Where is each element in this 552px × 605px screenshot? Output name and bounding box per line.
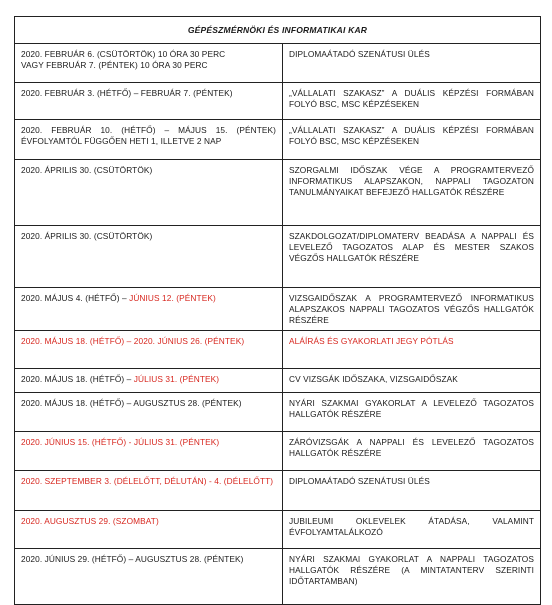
table-row	[15, 83, 541, 120]
date-cell: 2020. AUGUSZTUS 29. (SZOMBAT)	[15, 511, 283, 549]
event-cell: VIZSGAIDŐSZAK A PROGRAMTERVEZŐ INFORMATIKUS ALAPSZAKOS NAPPALI TAGOZATOS VÉGZŐS HALLGATÓK RÉSZÉRE	[283, 288, 541, 331]
faculty-title: GÉPÉSZMÉRNÖKI ÉS INFORMATIKAI KAR	[15, 17, 541, 44]
event-cell: DIPLOMAÁTADÓ SZENÁTUSI ÜLÉS	[283, 44, 541, 83]
date-highlight-text: JÚNIUS 12. (PÉNTEK)	[129, 293, 216, 303]
table-row	[15, 160, 541, 226]
table-row	[15, 549, 541, 605]
event-cell: ALÁÍRÁS ÉS GYAKORLATI JEGY PÓTLÁS	[283, 331, 541, 369]
date-cell	[15, 44, 283, 83]
date-cell: 2020. JÚNIUS 15. (HÉTFŐ) - JÚLIUS 31. (PÉNTEK)	[15, 432, 283, 471]
date-cell: 2020. ÁPRILIS 30. (CSÜTÖRTÖK)	[15, 226, 283, 288]
table-row	[15, 226, 541, 288]
date-text: 2020. MÁJUS 18. (HÉTFŐ) –	[21, 374, 134, 384]
table-row	[15, 288, 541, 331]
event-cell: NYÁRI SZAKMAI GYAKORLAT A LEVELEZŐ TAGOZATOS HALLGATÓK RÉSZÉRE	[283, 393, 541, 432]
table-row	[15, 432, 541, 471]
date-cell: 2020. ÁPRILIS 30. (CSÜTÖRTÖK)	[15, 160, 283, 226]
faculty-schedule-table	[14, 16, 541, 605]
date-cell: 2020. FEBRUÁR 3. (HÉTFŐ) – FEBRUÁR 7. (PÉNTEK)	[15, 83, 283, 120]
event-cell: DIPLOMAÁTADÓ SZENÁTUSI ÜLÉS	[283, 471, 541, 511]
date-cell: 2020. MÁJUS 18. (HÉTFŐ) – 2020. JÚNIUS 26. (PÉNTEK)	[15, 331, 283, 369]
date-highlight-text: JÚLIUS 31. (PÉNTEK)	[133, 374, 220, 384]
event-cell: „VÁLLALATI SZAKASZ” A DUÁLIS KÉPZÉSI FORMÁBAN FOLYÓ BSC, MSC KÉPZÉSEKEN	[283, 120, 541, 160]
table-row	[15, 471, 541, 511]
date-cell: 2020. JÚNIUS 29. (HÉTFŐ) – AUGUSZTUS 28. (PÉNTEK)	[15, 549, 283, 605]
event-cell: SZORGALMI IDŐSZAK VÉGE A PROGRAMTERVEZŐ INFORMATIKUS ALAPSZAKON, NAPPALI TAGOZATON TANULMÁNYAIKAT BEFEJEZŐ HALLGATÓK RÉSZÉRE	[283, 160, 541, 226]
event-cell: CV VIZSGÁK IDŐSZAKA, VIZSGAIDŐSZAK	[283, 369, 541, 393]
event-cell: SZAKDOLGOZAT/DIPLOMATERV BEADÁSA A NAPPALI ÉS LEVELEZŐ TAGOZATOS ALAP ÉS MESTER SZAKOS VÉGZŐS HALLGATÓK RÉSZÉRE	[283, 226, 541, 288]
date-cell: 2020. FEBRUÁR 10. (HÉTFŐ) – MÁJUS 15. (PÉNTEK) ÉVFOLYAMTÓL FÜGGŐEN HETI 1, ILLETVE 2 NAP	[15, 120, 283, 160]
event-cell: „VÁLLALATI SZAKASZ” A DUÁLIS KÉPZÉSI FORMÁBAN FOLYÓ BSC, MSC KÉPZÉSEKEN	[283, 83, 541, 120]
table-row	[15, 393, 541, 432]
table-row	[15, 120, 541, 160]
table-row	[15, 44, 541, 83]
date-text: 2020. MÁJUS 4. (HÉTFŐ) –	[21, 293, 130, 303]
date-cell: 2020. SZEPTEMBER 3. (DÉLELŐTT, DÉLUTÁN) - 4. (DÉLELŐTT)	[15, 471, 283, 511]
table-row	[15, 369, 541, 393]
table-row	[15, 331, 541, 369]
table-header-row	[15, 17, 541, 44]
event-cell: NYÁRI SZAKMAI GYAKORLAT A NAPPALI TAGOZATOS HALLGATÓK RÉSZÉRE (A MINTATANTERV SZERINTI IDŐTARTAMBAN)	[283, 549, 541, 605]
date-text: VAGY FEBRUÁR 7. (PÉNTEK) 10 ÓRA 30 PERC	[21, 60, 208, 70]
date-cell: 2020. MÁJUS 18. (HÉTFŐ) – AUGUSZTUS 28. (PÉNTEK)	[15, 393, 283, 432]
date-cell	[15, 288, 283, 331]
table-row	[15, 511, 541, 549]
date-text: 2020. FEBRUÁR 6. (CSÜTÖRTÖK) 10 ÓRA 30 PERC	[21, 49, 226, 59]
event-cell: JUBILEUMI OKLEVELEK ÁTADÁSA, VALAMINT ÉVFOLYAMTALÁLKOZÓ	[283, 511, 541, 549]
event-cell: ZÁRÓVIZSGÁK A NAPPALI ÉS LEVELEZŐ TAGOZATOS HALLGATÓK RÉSZÉRE	[283, 432, 541, 471]
date-cell	[15, 369, 283, 393]
